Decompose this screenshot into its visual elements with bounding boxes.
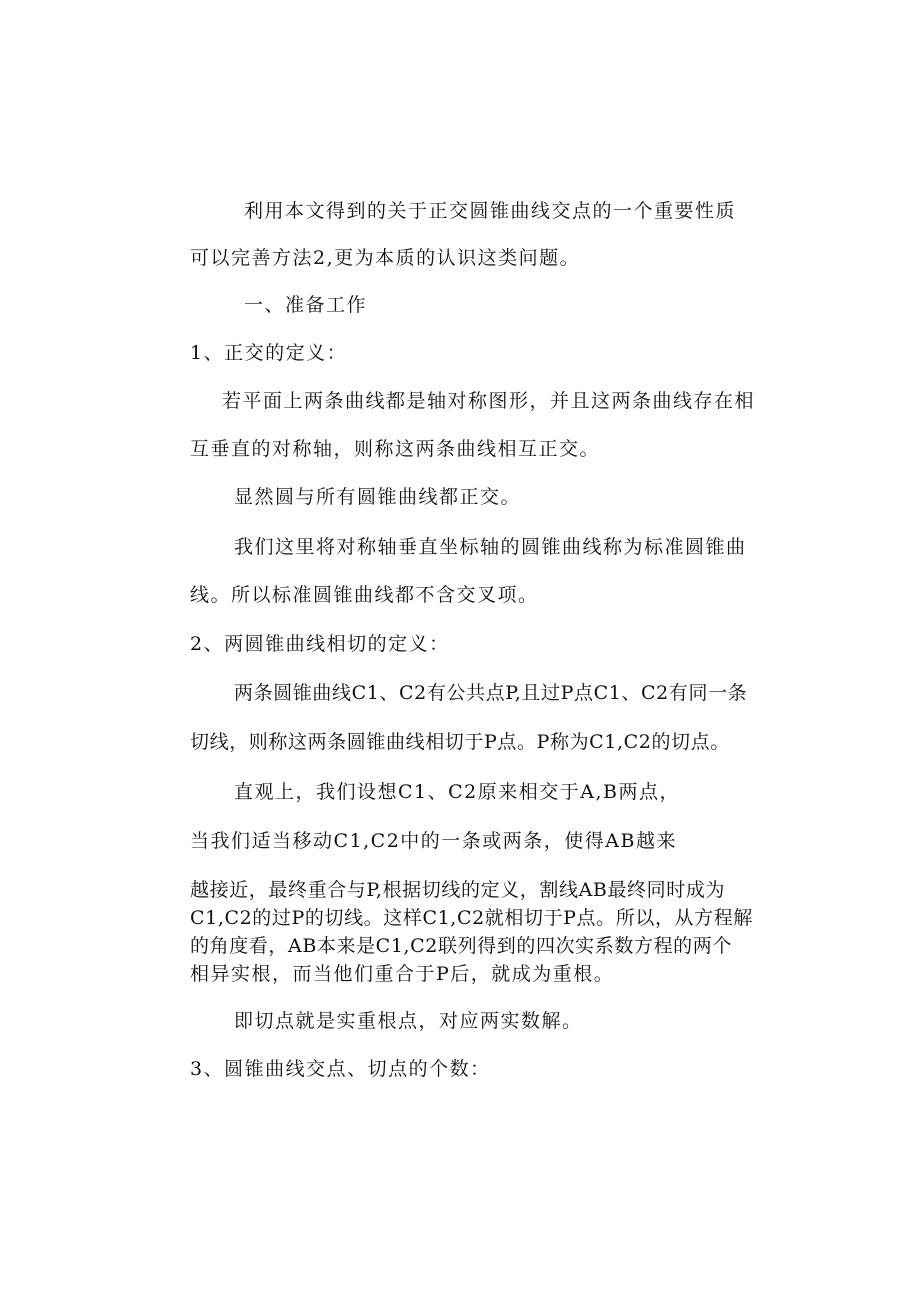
paragraph-intuition-line-6: 相异实根，而当他们重合于P后，就成为重根。 xyxy=(190,963,615,985)
paragraph-standard-conic-line-2: 线。所以标准圆锥曲线都不含交叉项。 xyxy=(190,584,539,606)
paragraph-tangent-line-2: 切线，则称这两条圆锥曲线相切于P点。P称为C1,C2的切点。 xyxy=(190,731,730,753)
paragraph-intuition-line-4: C1,C2的过P的切线。这样C1,C2就相切于P点。所以，从方程解 xyxy=(190,907,753,929)
subheading-intersection-count: 3、圆锥曲线交点、切点的个数： xyxy=(190,1058,491,1080)
paragraph-intuition-line-5: 的角度看，AB本来是C1,C2联列得到的四次实系数方程的两个 xyxy=(190,935,732,957)
paragraph-tangent-line-1: 两条圆锥曲线C1、C2有公共点P,且过P点C1、C2有同一条 xyxy=(234,682,748,704)
subheading-tangent-definition: 2、两圆锥曲线相切的定义： xyxy=(190,633,450,655)
paragraph-double-root: 即切点就是实重根点，对应两实数解。 xyxy=(234,1010,583,1032)
subheading-orthogonal-definition: 1、正交的定义： xyxy=(190,342,348,364)
paragraph-standard-conic-line-1: 我们这里将对称轴垂直坐标轴的圆锥曲线称为标准圆锥曲 xyxy=(234,536,747,558)
paragraph-orthogonal-line-2: 互垂直的对称轴，则称这两条曲线相互正交。 xyxy=(190,438,601,460)
paragraph-intro-line-1: 利用本文得到的关于正交圆锥曲线交点的一个重要性质 xyxy=(244,200,737,222)
paragraph-circle-note: 显然圆与所有圆锥曲线都正交。 xyxy=(234,486,522,508)
section-heading-preparation: 一、准备工作 xyxy=(244,294,368,316)
paragraph-orthogonal-line-1: 若平面上两条曲线都是轴对称图形，并且这两条曲线存在相 xyxy=(222,390,756,412)
paragraph-intro-line-2: 可以完善方法2,更为本质的认识这类问题。 xyxy=(190,247,581,269)
paragraph-intuition-line-3: 越接近，最终重合与P,根据切线的定义，割线AB最终同时成为 xyxy=(190,879,726,901)
paragraph-intuition-line-1: 直观上，我们设想C1、C2原来相交于A,B两点， xyxy=(234,781,680,803)
paragraph-intuition-line-2: 当我们适当移动C1,C2中的一条或两条，使得AB越来 xyxy=(190,830,677,852)
